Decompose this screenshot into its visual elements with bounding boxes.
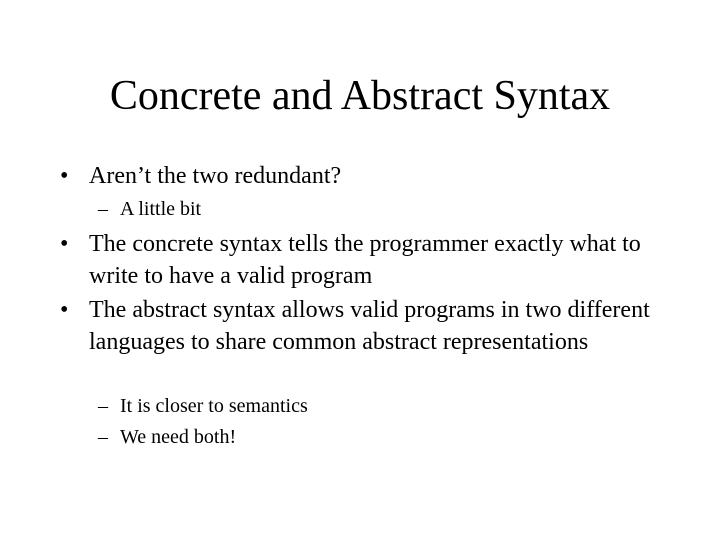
sub-bullet-text: We need both!: [120, 426, 237, 448]
bullet-marker: •: [60, 297, 69, 323]
sub-bullet-marker: –: [98, 426, 108, 448]
bullet-text: Aren’t the two redundant?: [89, 163, 342, 189]
bullet-item-1: [60, 160, 680, 192]
bullet-text: The concrete syntax tells the programmer exactly what to write to have a valid program: [89, 231, 641, 289]
bullet-text: The abstract syntax allows valid programs in two different languages to share common abstract representations: [89, 297, 650, 355]
sub-bullet-text: It is closer to semantics: [120, 395, 308, 417]
sub-bullet-text: A little bit: [120, 198, 202, 220]
sub-bullet-marker: –: [98, 395, 108, 417]
bullet-marker: •: [60, 163, 69, 189]
sub-bullet-item-2: [98, 391, 658, 421]
bullet-marker: •: [60, 231, 69, 257]
slide-title: Concrete and Abstract Syntax: [109, 73, 611, 119]
bullet-item-3: [60, 294, 680, 358]
sub-bullet-item-3: [98, 422, 658, 452]
sub-bullet-item-1: [98, 194, 658, 224]
bullet-item-2: [60, 228, 680, 292]
sub-bullet-marker: –: [98, 198, 108, 220]
